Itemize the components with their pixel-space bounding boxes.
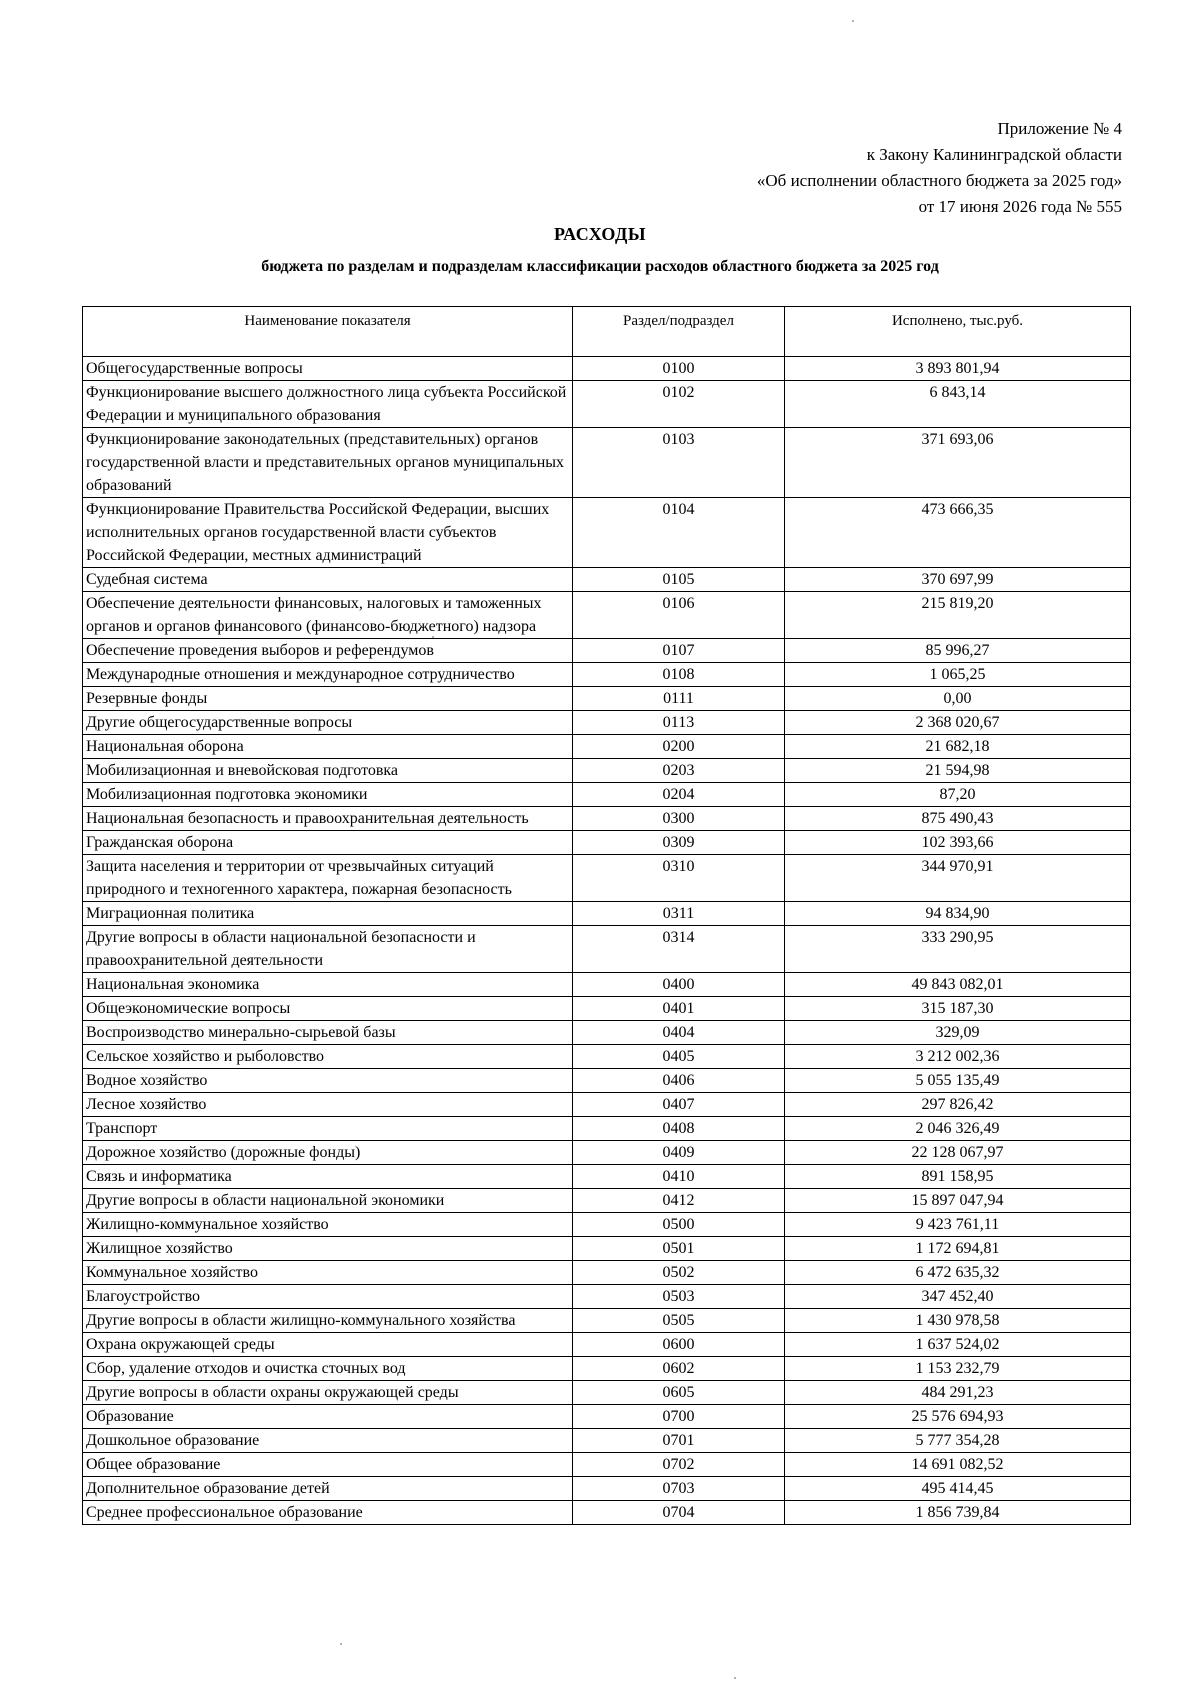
- table-row: [83, 639, 1131, 663]
- row-executed-amount: 0,00: [785, 687, 1131, 711]
- document-title: РАСХОДЫ: [553, 224, 647, 244]
- row-indicator-name: Другие вопросы в области жилищно-коммунального хозяйства: [83, 1309, 573, 1333]
- row-indicator-name: Коммунальное хозяйство: [83, 1261, 573, 1285]
- scan-speck: [340, 1643, 342, 1645]
- table-row: [83, 1189, 1131, 1213]
- table-row: [83, 1405, 1131, 1429]
- expenditure-table: [82, 306, 1131, 1525]
- table-row: [83, 1165, 1131, 1189]
- table-row: [83, 807, 1131, 831]
- row-section-code: 0204: [573, 783, 785, 807]
- scan-speck: [734, 1677, 736, 1679]
- row-indicator-name: Образование: [83, 1405, 573, 1429]
- row-section-code: 0605: [573, 1381, 785, 1405]
- row-section-code: 0408: [573, 1117, 785, 1141]
- row-executed-amount: 6 472 635,32: [785, 1261, 1131, 1285]
- row-section-code: 0100: [573, 357, 785, 381]
- row-indicator-name: Другие вопросы в области национальной безопасности и правоохранительной деятельности: [83, 926, 573, 973]
- table-row: [83, 1213, 1131, 1237]
- row-executed-amount: 5 777 354,28: [785, 1429, 1131, 1453]
- approval-line-law-title: «Об исполнении областного бюджета за 2025 год»: [756, 171, 1122, 190]
- table-body: [83, 357, 1131, 1525]
- header-executed-amount: Исполнено, тыс.руб.: [785, 307, 1131, 357]
- row-indicator-name: Национальная оборона: [83, 735, 573, 759]
- row-indicator-name: Другие общегосударственные вопросы: [83, 711, 573, 735]
- table-row: [83, 568, 1131, 592]
- row-section-code: 0702: [573, 1453, 785, 1477]
- row-section-code: 0701: [573, 1429, 785, 1453]
- table-header-row: [83, 307, 1131, 357]
- table-row: [83, 926, 1131, 973]
- approval-line-date: от 17 июня 2026 года № 555: [918, 197, 1122, 216]
- table-row: [83, 735, 1131, 759]
- row-indicator-name: Жилищно-коммунальное хозяйство: [83, 1213, 573, 1237]
- row-executed-amount: 1 172 694,81: [785, 1237, 1131, 1261]
- row-executed-amount: 3 893 801,94: [785, 357, 1131, 381]
- row-executed-amount: 891 158,95: [785, 1165, 1131, 1189]
- table-row: [83, 498, 1131, 568]
- row-executed-amount: 1 637 524,02: [785, 1333, 1131, 1357]
- row-indicator-name: Охрана окружающей среды: [83, 1333, 573, 1357]
- table-row: [83, 711, 1131, 735]
- scan-speck: [432, 636, 434, 638]
- row-indicator-name: Функционирование высшего должностного лица субъекта Российской Федерации и муниципального образования: [83, 381, 573, 428]
- row-section-code: 0503: [573, 1285, 785, 1309]
- table-row: [83, 1501, 1131, 1525]
- row-section-code: 0505: [573, 1309, 785, 1333]
- row-executed-amount: 102 393,66: [785, 831, 1131, 855]
- row-indicator-name: Функционирование Правительства Российской Федерации, высших исполнительных органов государственной власти субъектов Российской Федерации, местных администраций: [83, 498, 573, 568]
- row-indicator-name: Дорожное хозяйство (дорожные фонды): [83, 1141, 573, 1165]
- row-indicator-name: Водное хозяйство: [83, 1069, 573, 1093]
- table-row: [83, 1045, 1131, 1069]
- row-section-code: 0407: [573, 1093, 785, 1117]
- row-section-code: 0410: [573, 1165, 785, 1189]
- row-section-code: 0310: [573, 855, 785, 902]
- row-section-code: 0108: [573, 663, 785, 687]
- row-indicator-name: Общегосударственные вопросы: [83, 357, 573, 381]
- approval-line-appendix: Приложение № 4: [997, 119, 1122, 138]
- table-row: [83, 1069, 1131, 1093]
- row-section-code: 0501: [573, 1237, 785, 1261]
- table-row: [83, 1381, 1131, 1405]
- row-indicator-name: Международные отношения и международное сотрудничество: [83, 663, 573, 687]
- row-section-code: 0409: [573, 1141, 785, 1165]
- table-row: [83, 902, 1131, 926]
- row-section-code: 0502: [573, 1261, 785, 1285]
- row-indicator-name: Другие вопросы в области национальной экономики: [83, 1189, 573, 1213]
- row-section-code: 0203: [573, 759, 785, 783]
- row-executed-amount: 25 576 694,93: [785, 1405, 1131, 1429]
- row-executed-amount: 1 430 978,58: [785, 1309, 1131, 1333]
- row-section-code: 0412: [573, 1189, 785, 1213]
- row-executed-amount: 370 697,99: [785, 568, 1131, 592]
- row-executed-amount: 5 055 135,49: [785, 1069, 1131, 1093]
- row-section-code: 0500: [573, 1213, 785, 1237]
- row-indicator-name: Общеэкономические вопросы: [83, 997, 573, 1021]
- row-executed-amount: 371 693,06: [785, 428, 1131, 498]
- row-section-code: 0311: [573, 902, 785, 926]
- row-section-code: 0401: [573, 997, 785, 1021]
- row-executed-amount: 87,20: [785, 783, 1131, 807]
- scan-speck: [852, 20, 854, 22]
- table-row: [83, 1309, 1131, 1333]
- row-indicator-name: Обеспечение деятельности финансовых, налоговых и таможенных органов и органов финансового (финансово-бюджетного) надзора: [83, 592, 573, 639]
- row-executed-amount: 21 594,98: [785, 759, 1131, 783]
- table-row: [83, 1141, 1131, 1165]
- table-row: [83, 855, 1131, 902]
- row-executed-amount: 333 290,95: [785, 926, 1131, 973]
- row-executed-amount: 1 065,25: [785, 663, 1131, 687]
- row-executed-amount: 49 843 082,01: [785, 973, 1131, 997]
- row-indicator-name: Судебная система: [83, 568, 573, 592]
- row-indicator-name: Связь и информатика: [83, 1165, 573, 1189]
- row-section-code: 0111: [573, 687, 785, 711]
- row-indicator-name: Национальная экономика: [83, 973, 573, 997]
- row-executed-amount: 15 897 047,94: [785, 1189, 1131, 1213]
- row-section-code: 0107: [573, 639, 785, 663]
- row-indicator-name: Жилищное хозяйство: [83, 1237, 573, 1261]
- row-executed-amount: 484 291,23: [785, 1381, 1131, 1405]
- row-executed-amount: 9 423 761,11: [785, 1213, 1131, 1237]
- row-section-code: 0104: [573, 498, 785, 568]
- document-subtitle: бюджета по разделам и подразделам классификации расходов областного бюджета за 2025 год: [261, 258, 939, 275]
- row-indicator-name: Гражданская оборона: [83, 831, 573, 855]
- row-section-code: 0314: [573, 926, 785, 973]
- row-indicator-name: Среднее профессиональное образование: [83, 1501, 573, 1525]
- table-row: [83, 1429, 1131, 1453]
- approval-block: [757, 116, 1122, 220]
- table-row: [83, 1237, 1131, 1261]
- row-indicator-name: Сбор, удаление отходов и очистка сточных вод: [83, 1357, 573, 1381]
- row-section-code: 0200: [573, 735, 785, 759]
- row-indicator-name: Благоустройство: [83, 1285, 573, 1309]
- table-row: [83, 1261, 1131, 1285]
- row-section-code: 0405: [573, 1045, 785, 1069]
- row-executed-amount: 3 212 002,36: [785, 1045, 1131, 1069]
- row-executed-amount: 875 490,43: [785, 807, 1131, 831]
- row-indicator-name: Функционирование законодательных (представительных) органов государственной власти и представительных органов муниципальных образований: [83, 428, 573, 498]
- table-row: [83, 663, 1131, 687]
- table-row: [83, 1285, 1131, 1309]
- row-section-code: 0600: [573, 1333, 785, 1357]
- table-row: [83, 1117, 1131, 1141]
- table-row: [83, 357, 1131, 381]
- header-section-code: Раздел/подраздел: [573, 307, 785, 357]
- row-indicator-name: Мобилизационная подготовка экономики: [83, 783, 573, 807]
- row-executed-amount: 1 856 739,84: [785, 1501, 1131, 1525]
- row-executed-amount: 21 682,18: [785, 735, 1131, 759]
- row-executed-amount: 6 843,14: [785, 381, 1131, 428]
- row-indicator-name: Другие вопросы в области охраны окружающей среды: [83, 1381, 573, 1405]
- row-section-code: 0602: [573, 1357, 785, 1381]
- table-row: [83, 997, 1131, 1021]
- row-executed-amount: 2 368 020,67: [785, 711, 1131, 735]
- table-row: [83, 1021, 1131, 1045]
- row-indicator-name: Дошкольное образование: [83, 1429, 573, 1453]
- row-indicator-name: Транспорт: [83, 1117, 573, 1141]
- row-section-code: 0700: [573, 1405, 785, 1429]
- row-section-code: 0113: [573, 711, 785, 735]
- row-executed-amount: 2 046 326,49: [785, 1117, 1131, 1141]
- row-indicator-name: Сельское хозяйство и рыболовство: [83, 1045, 573, 1069]
- row-indicator-name: Воспроизводство минерально-сырьевой базы: [83, 1021, 573, 1045]
- row-executed-amount: 495 414,45: [785, 1477, 1131, 1501]
- row-indicator-name: Общее образование: [83, 1453, 573, 1477]
- approval-line-law: к Закону Калининградской области: [866, 145, 1122, 164]
- row-executed-amount: 94 834,90: [785, 902, 1131, 926]
- table-row: [83, 381, 1131, 428]
- row-indicator-name: Мобилизационная и вневойсковая подготовка: [83, 759, 573, 783]
- row-section-code: 0106: [573, 592, 785, 639]
- table-row: [83, 973, 1131, 997]
- row-section-code: 0309: [573, 831, 785, 855]
- table-row: [83, 687, 1131, 711]
- table-row: [83, 428, 1131, 498]
- row-section-code: 0102: [573, 381, 785, 428]
- table-row: [83, 1333, 1131, 1357]
- row-executed-amount: 297 826,42: [785, 1093, 1131, 1117]
- table-row: [83, 1357, 1131, 1381]
- table-row: [83, 759, 1131, 783]
- row-indicator-name: Обеспечение проведения выборов и референдумов: [83, 639, 573, 663]
- row-executed-amount: 315 187,30: [785, 997, 1131, 1021]
- header-indicator-name: Наименование показателя: [83, 307, 573, 357]
- row-executed-amount: 85 996,27: [785, 639, 1131, 663]
- table-row: [83, 1477, 1131, 1501]
- row-section-code: 0105: [573, 568, 785, 592]
- row-section-code: 0703: [573, 1477, 785, 1501]
- table-row: [83, 831, 1131, 855]
- row-executed-amount: 329,09: [785, 1021, 1131, 1045]
- row-section-code: 0404: [573, 1021, 785, 1045]
- table-row: [83, 783, 1131, 807]
- row-indicator-name: Резервные фонды: [83, 687, 573, 711]
- row-executed-amount: 14 691 082,52: [785, 1453, 1131, 1477]
- row-section-code: 0400: [573, 973, 785, 997]
- row-executed-amount: 473 666,35: [785, 498, 1131, 568]
- row-section-code: 0704: [573, 1501, 785, 1525]
- row-section-code: 0406: [573, 1069, 785, 1093]
- row-indicator-name: Защита населения и территории от чрезвычайных ситуаций природного и техногенного характера, пожарная безопасность: [83, 855, 573, 902]
- table-row: [83, 592, 1131, 639]
- table-row: [83, 1453, 1131, 1477]
- table-row: [83, 1093, 1131, 1117]
- row-section-code: 0300: [573, 807, 785, 831]
- row-indicator-name: Дополнительное образование детей: [83, 1477, 573, 1501]
- row-indicator-name: Миграционная политика: [83, 902, 573, 926]
- row-indicator-name: Национальная безопасность и правоохранительная деятельность: [83, 807, 573, 831]
- row-executed-amount: 347 452,40: [785, 1285, 1131, 1309]
- row-executed-amount: 215 819,20: [785, 592, 1131, 639]
- row-executed-amount: 344 970,91: [785, 855, 1131, 902]
- row-indicator-name: Лесное хозяйство: [83, 1093, 573, 1117]
- row-executed-amount: 1 153 232,79: [785, 1357, 1131, 1381]
- row-section-code: 0103: [573, 428, 785, 498]
- row-executed-amount: 22 128 067,97: [785, 1141, 1131, 1165]
